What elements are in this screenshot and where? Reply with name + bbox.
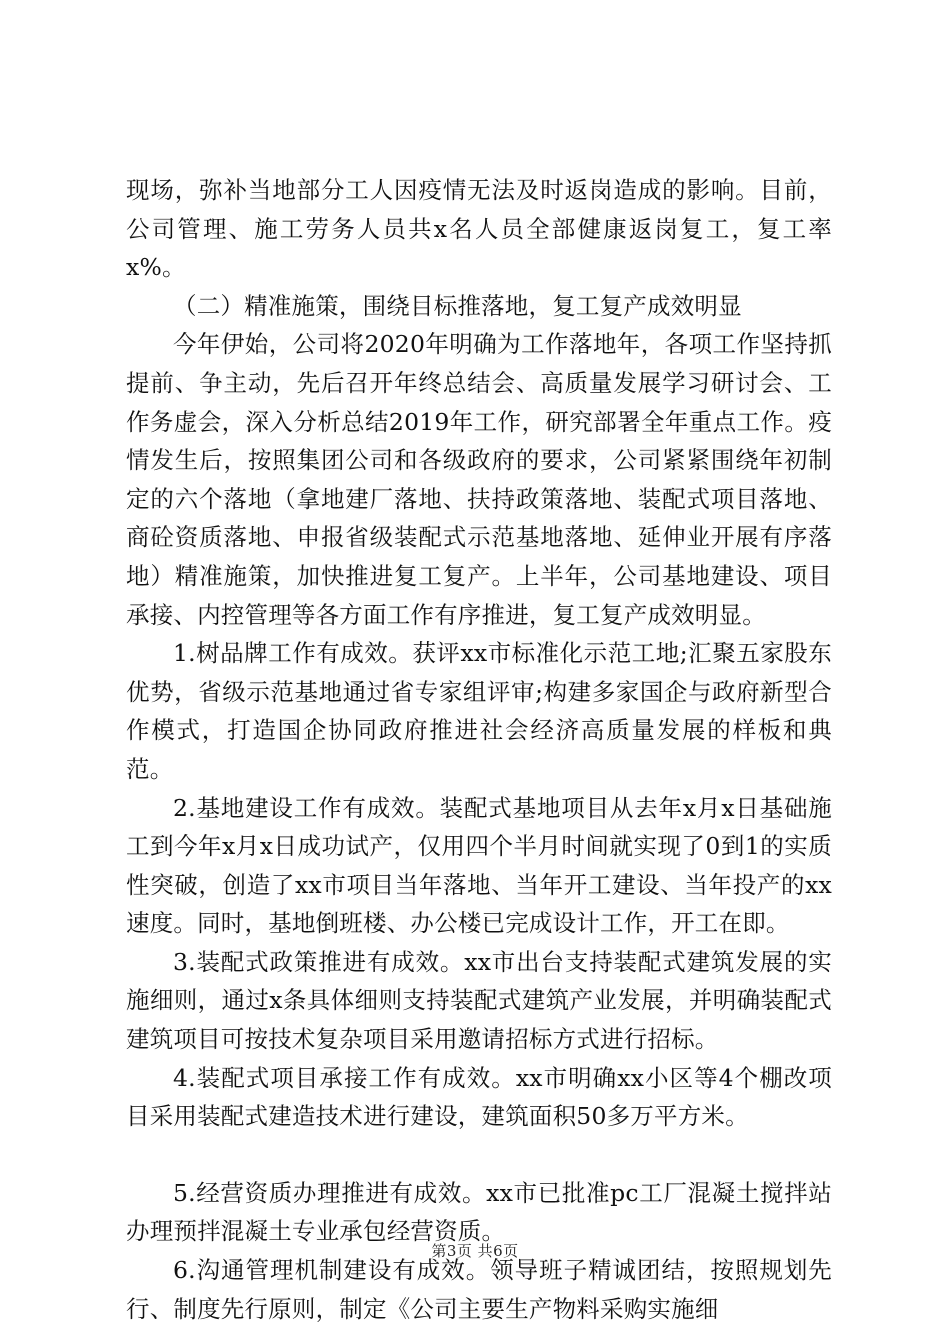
list-item-6: 6.沟通管理机制建设有成效。领导班子精诚团结，按照规划先行、制度先行原则，制定《公司主要生产物料采购实施细: [126, 1256, 832, 1323]
list-item-1: 1.树品牌工作有成效。获评xx市标准化示范工地;汇聚五家股东优势，省级示范基地通过省专家组评审;构建多家国企与政府新型合作模式，打造国企协同政府推进社会经济高质量发展的样板和典范。: [126, 639, 832, 783]
blank-line: [126, 1136, 832, 1174]
paragraph-intro: 今年伊始，公司将2020年明确为工作落地年，各项工作坚持抓提前、争主动，先后召开年终总结会、高质量发展学习研讨会、工作务虚会，深入分析总结2019年工作，研究部署全年重点工作。疫情发生后，按照集团公司和各级政府的要求，公司紧紧围绕年初制定的六个落地（拿地建厂落地、扶持政策落地、装配式项目落地、商砼资质落地、申报省级装配式示范基地落地、延伸业开展有序落地）精准施策，加快推进复工复产。上半年，公司基地建设、项目承接、内控管理等各方面工作有序推进，复工复产成效明显。: [126, 330, 832, 629]
list-item-4: 4.装配式项目承接工作有成效。xx市明确xx小区等4个棚改项目采用装配式建造技术进行建设，建筑面积50多万平方米。: [126, 1063, 832, 1131]
page-footer: 第3页 共6页: [431, 1242, 519, 1260]
list-item-5: 5.经营资质办理推进有成效。xx市已批准pc工厂混凝土搅拌站办理预拌混凝土专业承包经营资质。: [126, 1178, 832, 1246]
list-item-3: 3.装配式政策推进有成效。xx市出台支持装配式建筑发展的实施细则，通过x条具体细则支持装配式建筑产业发展，并明确装配式建筑项目可按技术复杂项目采用邀请招标方式进行招标。: [126, 947, 832, 1054]
list-item-2: 2.基地建设工作有成效。装配式基地项目从去年x月x日基础施工到今年x月x日成功试产，仅用四个半月时间就实现了0到1的实质性突破，创造了xx市项目当年落地、当年开工建设、当年投产的xx速度。同时，基地倒班楼、办公楼已完成设计工作，开工在即。: [126, 793, 832, 938]
section-heading: （二）精准施策，围绕目标推落地，复工复产成效明显: [173, 291, 742, 320]
paragraph-continuation: 现场，弥补当地部分工人因疫情无法及时返岗造成的影响。目前，公司管理、施工劳务人员共x名人员全部健康返岗复工，复工率x%。: [126, 176, 832, 282]
document-body: [126, 171, 832, 1328]
